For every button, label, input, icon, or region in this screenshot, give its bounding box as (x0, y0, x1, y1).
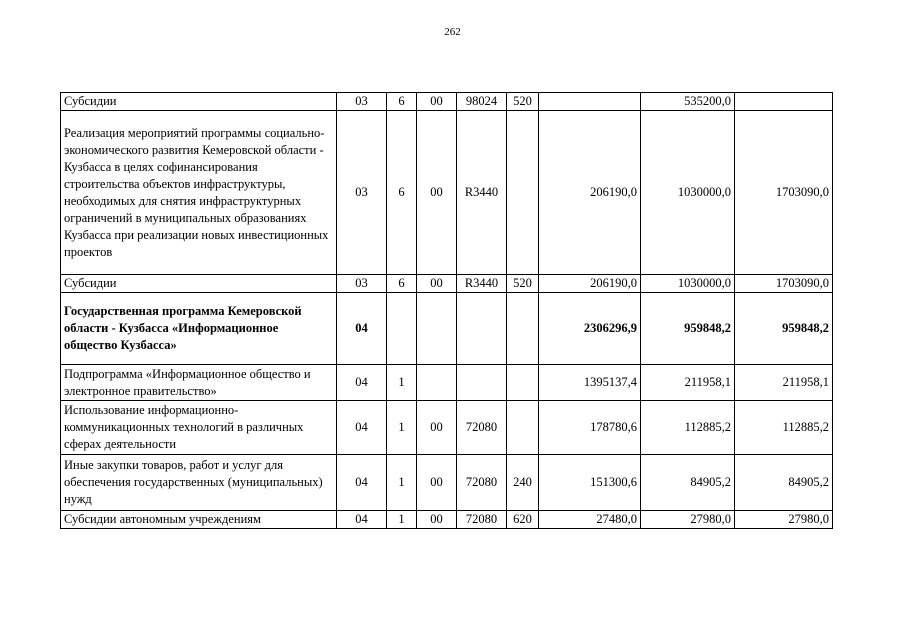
expense-type-code: 240 (507, 455, 539, 511)
year3-amount: 1703090,0 (735, 275, 833, 293)
row-name: Субсидии (61, 275, 337, 293)
table-row (61, 93, 833, 111)
year2-amount: 112885,2 (641, 401, 735, 455)
program-code: 1 (387, 511, 417, 529)
expense-type-code (507, 401, 539, 455)
direction-code: R3440 (457, 111, 507, 275)
year3-amount: 959848,2 (735, 293, 833, 365)
year3-amount: 84905,2 (735, 455, 833, 511)
year1-amount: 178780,6 (539, 401, 641, 455)
year2-amount: 535200,0 (641, 93, 735, 111)
section-code: 04 (337, 401, 387, 455)
expense-type-code: 520 (507, 275, 539, 293)
year1-amount: 206190,0 (539, 275, 641, 293)
table-row (61, 293, 833, 365)
subprogram-code: 00 (417, 455, 457, 511)
year3-amount: 112885,2 (735, 401, 833, 455)
row-name: Субсидии автономным учреждениям (61, 511, 337, 529)
program-code: 6 (387, 111, 417, 275)
year3-amount: 27980,0 (735, 511, 833, 529)
year1-amount (539, 93, 641, 111)
subprogram-code: 00 (417, 275, 457, 293)
table-row (61, 365, 833, 401)
year2-amount: 1030000,0 (641, 275, 735, 293)
program-code: 1 (387, 455, 417, 511)
expense-type-code (507, 293, 539, 365)
table-row (61, 401, 833, 455)
subprogram-code: 00 (417, 511, 457, 529)
expense-type-code (507, 365, 539, 401)
row-name: Реализация мероприятий программы социально-экономического развития Кемеровской области - Кузбасса в целях софинансирования строительства объектов инфраструктуры, необходимых для снятия инфраструктурных ограничений в муниципальных образованиях Кузбасса при реализации новых инвестиционных проектов (61, 111, 337, 275)
program-code (387, 293, 417, 365)
program-code: 6 (387, 93, 417, 111)
subprogram-code (417, 365, 457, 401)
subprogram-code (417, 293, 457, 365)
table-row (61, 455, 833, 511)
year3-amount: 211958,1 (735, 365, 833, 401)
year2-amount: 84905,2 (641, 455, 735, 511)
year3-amount (735, 93, 833, 111)
section-code: 03 (337, 93, 387, 111)
direction-code (457, 293, 507, 365)
table-row (61, 511, 833, 529)
year1-amount: 1395137,4 (539, 365, 641, 401)
direction-code: 98024 (457, 93, 507, 111)
year2-amount: 959848,2 (641, 293, 735, 365)
section-code: 03 (337, 111, 387, 275)
expense-type-code: 520 (507, 93, 539, 111)
subprogram-code: 00 (417, 401, 457, 455)
section-code: 04 (337, 455, 387, 511)
row-name: Иные закупки товаров, работ и услуг для обеспечения государственных (муниципальных) нужд (61, 455, 337, 511)
program-code: 1 (387, 365, 417, 401)
page-number: 262 (444, 26, 461, 38)
subprogram-code: 00 (417, 111, 457, 275)
year1-amount: 27480,0 (539, 511, 641, 529)
year2-amount: 27980,0 (641, 511, 735, 529)
direction-code: R3440 (457, 275, 507, 293)
direction-code: 72080 (457, 455, 507, 511)
row-name: Использование информационно-коммуникационных технологий в различных сферах деятельности (61, 401, 337, 455)
year2-amount: 1030000,0 (641, 111, 735, 275)
budget-table-body (61, 93, 833, 529)
expense-type-code (507, 111, 539, 275)
table-row (61, 275, 833, 293)
year1-amount: 2306296,9 (539, 293, 641, 365)
direction-code: 72080 (457, 511, 507, 529)
row-name: Подпрограмма «Информационное общество и электронное правительство» (61, 365, 337, 401)
row-name: Субсидии (61, 93, 337, 111)
section-code: 04 (337, 511, 387, 529)
year2-amount: 211958,1 (641, 365, 735, 401)
program-code: 1 (387, 401, 417, 455)
expense-type-code: 620 (507, 511, 539, 529)
table-row (61, 111, 833, 275)
row-name: Государственная программа Кемеровской области - Кузбасса «Информационное общество Кузбасса» (61, 293, 337, 365)
direction-code: 72080 (457, 401, 507, 455)
year3-amount: 1703090,0 (735, 111, 833, 275)
year1-amount: 206190,0 (539, 111, 641, 275)
section-code: 04 (337, 365, 387, 401)
subprogram-code: 00 (417, 93, 457, 111)
year1-amount: 151300,6 (539, 455, 641, 511)
direction-code (457, 365, 507, 401)
program-code: 6 (387, 275, 417, 293)
section-code: 03 (337, 275, 387, 293)
section-code: 04 (337, 293, 387, 365)
budget-table (60, 92, 833, 529)
